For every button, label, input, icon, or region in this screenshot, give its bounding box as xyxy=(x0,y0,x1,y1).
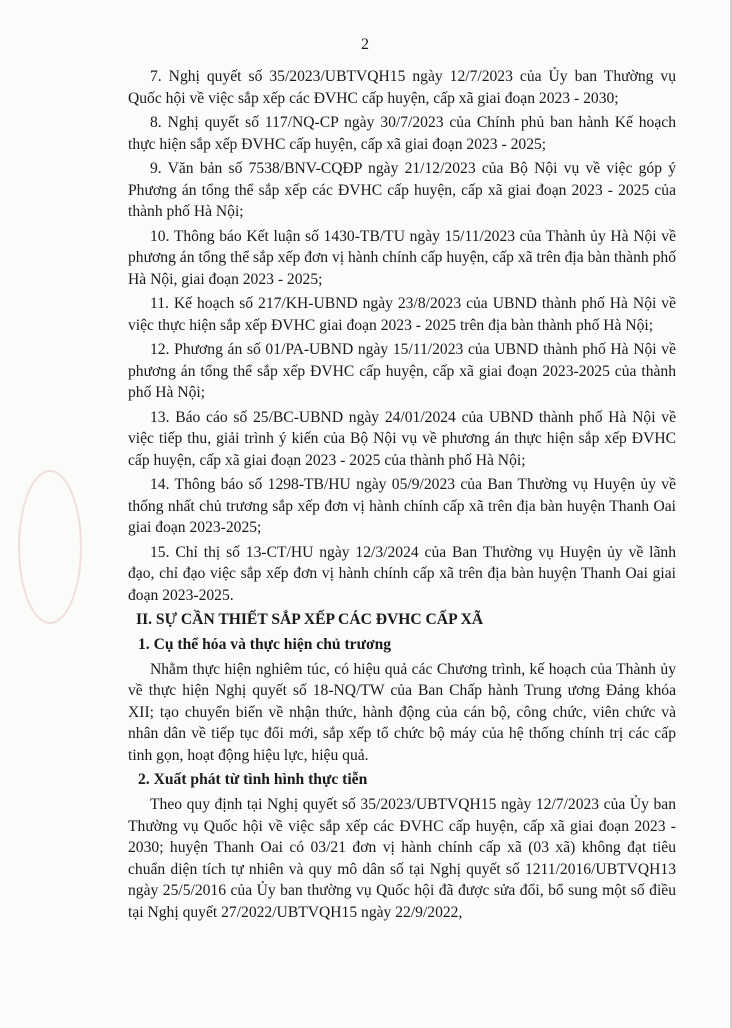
subsection-body-2: Theo quy định tại Nghị quyết số 35/2023/UBTVQH15 ngày 12/7/2023 của Ủy ban Thường vụ Quốc hội về việc sắp xếp các ĐVHC cấp huyện, cấp xã giai đoạn 2023 - 2030; huyện Thanh Oai có 03/21 đơn vị hành chính cấp xã (03 xã) không đạt tiêu chuẩn diện tích tự nhiên và quy mô dân số tại Nghị quyết số 1211/2016/UBTVQH13 ngày 25/5/2016 của Ủy ban thường vụ Quốc hội đã được sửa đổi, bổ sung một số điều tại Nghị quyết 27/2022/UBTVQH15 ngày 22/9/2022, xyxy=(128,795,676,921)
list-item: 7. Nghị quyết số 35/2023/UBTVQH15 ngày 12/7/2023 của Ủy ban Thường vụ Quốc hội về việc sắp xếp các ĐVHC cấp huyện, cấp xã giai đoạn 2023 - 2030; xyxy=(128,68,676,107)
list-item: 9. Văn bản số 7538/BNV-CQĐP ngày 21/12/2023 của Bộ Nội vụ về việc góp ý Phương án tổng thể sắp xếp các ĐVHC cấp huyện, cấp xã giai đoạn 2023 - 2025 của thành phố Hà Nội; xyxy=(128,159,676,221)
list-item: 13. Báo cáo số 25/BC-UBND ngày 24/01/2024 của UBND thành phố Hà Nội về việc tiếp thu, giải trình ý kiến của Bộ Nội vụ về phương án thực hiện sắp xếp ĐVHC cấp huyện, cấp xã giai đoạn 2023 - 2025 của thành phố Hà Nội; xyxy=(128,408,676,469)
subsection-heading-1: 1. Cụ thể hóa và thực hiện chủ trương xyxy=(138,636,392,654)
page-number: 2 xyxy=(361,36,369,53)
red-stamp-seal xyxy=(18,470,82,624)
subsection-body-1: Nhằm thực hiện nghiêm túc, có hiệu quả các Chương trình, kế hoạch của Thành ủy về thực hiện Nghị quyết số 18-NQ/TW của Ban Chấp hành Trung ương Đảng khóa XII; tạo chuyển biến về nhận thức, hành động của cán bộ, công chức, viên chức và nhân dân về tiếp tục đổi mới, sắp xếp tổ chức bộ máy của hệ thống chính trị các cấp tinh gọn, hoạt động hiệu lực, hiệu quả. xyxy=(128,660,676,764)
list-item: 10. Thông báo Kết luận số 1430-TB/TU ngày 15/11/2023 của Thành ủy Hà Nội về phương án tổng thể sắp xếp đơn vị hành chính cấp huyện, cấp xã trên địa bàn thành phố Hà Nội, giai đoạn 2023 - 2025; xyxy=(128,227,676,288)
document-body xyxy=(128,66,676,926)
list-item: 15. Chỉ thị số 13-CT/HU ngày 12/3/2024 của Ban Thường vụ Huyện ủy về lãnh đạo, chỉ đạo việc sắp xếp đơn vị hành chính cấp xã trên địa bàn huyện Thanh Oai giai đoạn 2023-2025. xyxy=(128,543,676,605)
list-item: 14. Thông báo số 1298-TB/HU ngày 05/9/2023 của Ban Thường vụ Huyện ủy về thống nhất chủ trương sắp xếp đơn vị hành chính cấp xã trên địa bàn huyện Thanh Oai giai đoạn 2023-2025; xyxy=(128,476,676,537)
list-item: 8. Nghị quyết số 117/NQ-CP ngày 30/7/2023 của Chính phủ ban hành Kế hoạch thực hiện sắp xếp ĐVHC cấp huyện, cấp xã giai đoạn 2023 - 2025; xyxy=(128,113,676,153)
list-item: 11. Kế hoạch số 217/KH-UBND ngày 23/8/2023 của UBND thành phố Hà Nội về việc thực hiện sắp xếp ĐVHC giai đoạn 2023 - 2025 trên địa bàn thành phố Hà Nội; xyxy=(128,295,676,334)
section-heading: II. SỰ CẦN THIẾT SẮP XẾP CÁC ĐVHC CẤP XÃ xyxy=(136,611,484,629)
subsection-heading-2: 2. Xuất phát từ tình hình thực tiễn xyxy=(138,771,368,789)
list-item: 12. Phương án số 01/PA-UBND ngày 15/11/2023 của UBND thành phố Hà Nội về phương án tổng thể sắp xếp ĐVHC cấp huyện, cấp xã giai đoạn 2023-2025 của thành phố Hà Nội; xyxy=(128,341,676,402)
